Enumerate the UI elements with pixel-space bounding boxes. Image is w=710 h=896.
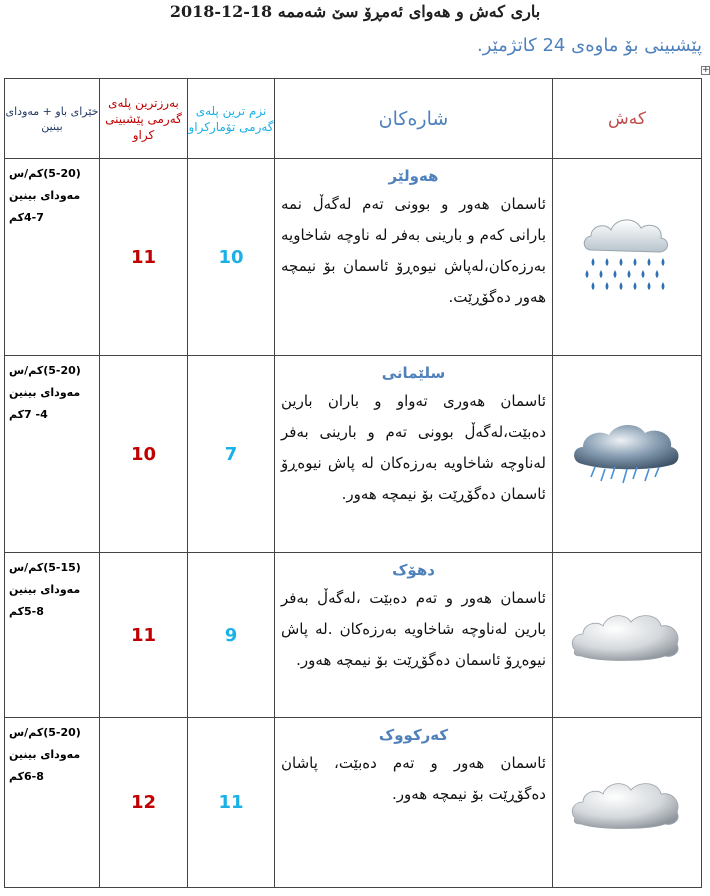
min-temp: 11 [188, 718, 275, 888]
wind-speed: (5-20)كم/س [9, 726, 81, 739]
city-description: ئاسمان هەور و تەم دەبێت ،لەگەڵ بەفر بارین لەناوچە شاخاویە بەرزەکان .لە پاش نیوەڕۆ ئاسمان دەگۆڕێت بۆ نیمچە هەور. [281, 589, 546, 669]
header-weather: کەش [553, 79, 702, 159]
wind-cell [5, 356, 100, 553]
weather-cell [553, 553, 702, 718]
visibility-label: مەودای بینین [9, 189, 81, 202]
visibility-label: مەودای بینین [9, 386, 81, 399]
visibility-value: 4- 7كم [9, 408, 48, 421]
visibility-label: مەودای بینین [9, 748, 81, 761]
wind-cell [5, 718, 100, 888]
table-row [5, 159, 702, 356]
wind-cell [5, 553, 100, 718]
max-temp: 10 [100, 356, 188, 553]
page-subtitle: پێشبینی بۆ ماوەی 24 كاتژمێر. [477, 35, 702, 56]
city-name: دهۆک [392, 561, 435, 579]
wind-speed: (5-20)كم/س [9, 364, 81, 377]
max-temp: 12 [100, 718, 188, 888]
min-temp: 10 [188, 159, 275, 356]
header-wind: خێرای باو + مەودای بینین [5, 79, 100, 159]
header-cities: شارەکان [275, 79, 553, 159]
table-row [5, 718, 702, 888]
city-cell [275, 553, 553, 718]
city-description: ئاسمان هەور و بوونی تەم لەگەڵ نمە بارانی کەم و بارینی بەفر لە ناوچە شاخاویە بەرزەکان،لەپاش نیوەڕۆ ئاسمان بۆ نیمچە هەور دەگۆڕێت. [281, 195, 546, 306]
min-temp: 9 [188, 553, 275, 718]
storm-cloud-icon [553, 419, 701, 489]
wind-speed: (5-20)كم/س [9, 167, 81, 180]
rain-cloud-icon [553, 212, 701, 302]
visibility-label: مەودای بینین [9, 583, 81, 596]
city-cell [275, 356, 553, 553]
page-title: باری کەش و هەوای ئەمڕۆ سێ شەممە 18-12-2018 [169, 2, 541, 21]
city-name: کەرکووک [378, 726, 449, 744]
header-min-temp: نزم ترین پلەی گەرمی تۆمارکراو [188, 79, 275, 159]
max-temp: 11 [100, 553, 188, 718]
city-description: ئاسمان هەور و تەم دەبێت، پاشان دەگۆڕێت بۆ نیمچە هەور. [281, 754, 546, 803]
wind-cell [5, 159, 100, 356]
visibility-value: 6-8كم [9, 770, 44, 783]
city-cell [275, 159, 553, 356]
weather-cell [553, 356, 702, 553]
table-row [5, 553, 702, 718]
city-description: ئاسمان هەوری تەواو و باران بارین دەبێت،لەگەڵ بوونی تەم و بارینی بەفر لەناوچە شاخاویە بەرزەکان لە پاش نیوەڕۆ ئاسمان دەگۆڕێت بۆ نیمچە هەور. [281, 392, 546, 503]
table-header-row [5, 79, 702, 159]
max-temp: 11 [100, 159, 188, 356]
visibility-value: 4-7كم [9, 211, 44, 224]
visibility-value: 5-8كم [9, 605, 44, 618]
weather-cell [553, 159, 702, 356]
wind-speed: (5-15)كم/س [9, 561, 81, 574]
table-row [5, 356, 702, 553]
city-cell [275, 718, 553, 888]
min-temp: 7 [188, 356, 275, 553]
city-name: هەولێر [388, 167, 439, 185]
city-name: سلێمانی [381, 364, 446, 382]
cloud-icon [553, 604, 701, 666]
weather-cell [553, 718, 702, 888]
cloud-icon [553, 772, 701, 834]
forecast-table [4, 78, 702, 888]
table-move-handle-icon[interactable]: + [702, 65, 710, 75]
header-max-temp: بەرزترین پلەی گەرمی پێشبینی کراو [100, 79, 188, 159]
